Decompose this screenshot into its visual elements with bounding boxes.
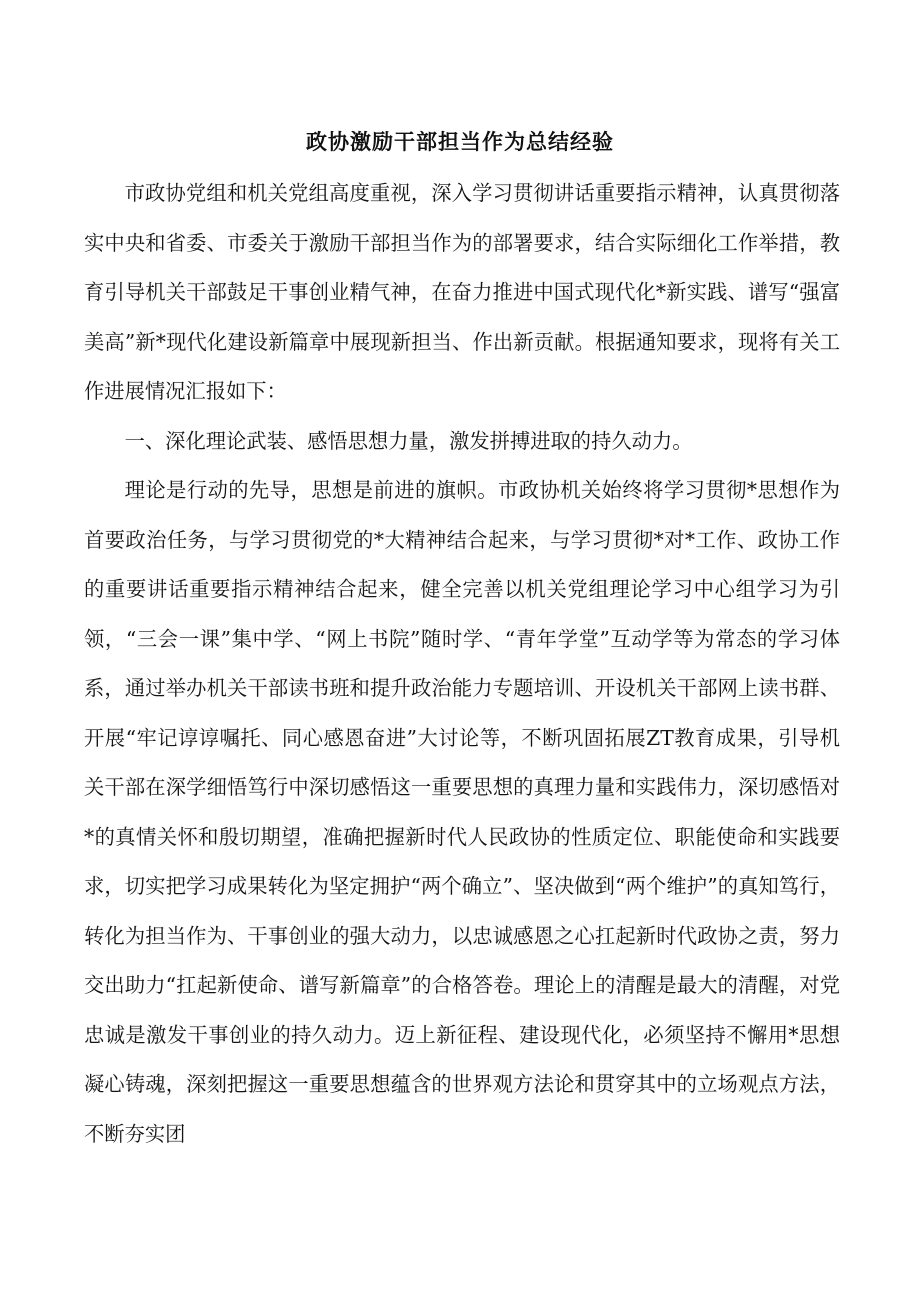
paragraph-text: 理论是行动的先导，思想是前进的旗帜。市政协机关始终将学习贯彻*思想作为首要政治任务，与学习贯彻党的*大精神结合起来，与学习贯彻*对*工作、政协工作的重要讲话重要指示精神结合起来，健全完善以机关党组理论学习中心组学习为引领，“三会一课”集中学、“网上书院”随时学、“青年学堂”互动学等为常态的学习体系，通过举办机关干部读书班和提升政治能力专题培训、开设机关干部网上读书群、开展“牢记谆谆嘱托、同心感恩奋进”大讨论等，不断巩固拓展ZT教育成果，引导机关干部在深学细悟笃行中深切感悟这一重要思想的真理力量和实践伟力，深切感悟对*的真情关怀和殷切期望，准确把握新时代人民政协的性质定位、职能使命和实践要求，切实把学习成果转化为坚定拥护“两个确立”、坚决做到“两个维护”的真知笃行，转化为担当作为、干事创业的强大动力，以忠诚感恩之心扛起新时代政协之责，努力交出助力“扛起新使命、谱写新篇章”的合格答卷。理论上的清醒是最大的清醒，对党忠诚是激发干事创业的持久动力。迈上新征程、建设现代化，必须坚持不懈用*思想凝心铸魂，深刻把握这一重要思想蕴含的世界观方法论和贯穿其中的立场观点方法，不断夯实团	[84, 478, 840, 1146]
body-paragraph-section-1	[84, 466, 840, 1159]
paragraph-text: 一、深化理论武装、感悟思想力量，激发拼搏进取的持久动力。	[124, 429, 693, 453]
document-title: 政协激励干部担当作为总结经验	[306, 129, 614, 154]
paragraph-text: 市政协党组和机关党组高度重视，深入学习贯彻讲话重要指示精神，认真贯彻落实中央和省委、市委关于激励干部担当作为的部署要求，结合实际细化工作举措，教育引导机关干部鼓足干事创业精气神，在奋力推进中国式现代化*新实践、谱写“强富美高”新*现代化建设新篇章中展现新担当、作出新贡献。根据通知要求，现将有关工作进展情况汇报如下：	[84, 181, 840, 403]
body-paragraph-intro	[84, 169, 840, 417]
section-heading-1	[84, 417, 840, 467]
